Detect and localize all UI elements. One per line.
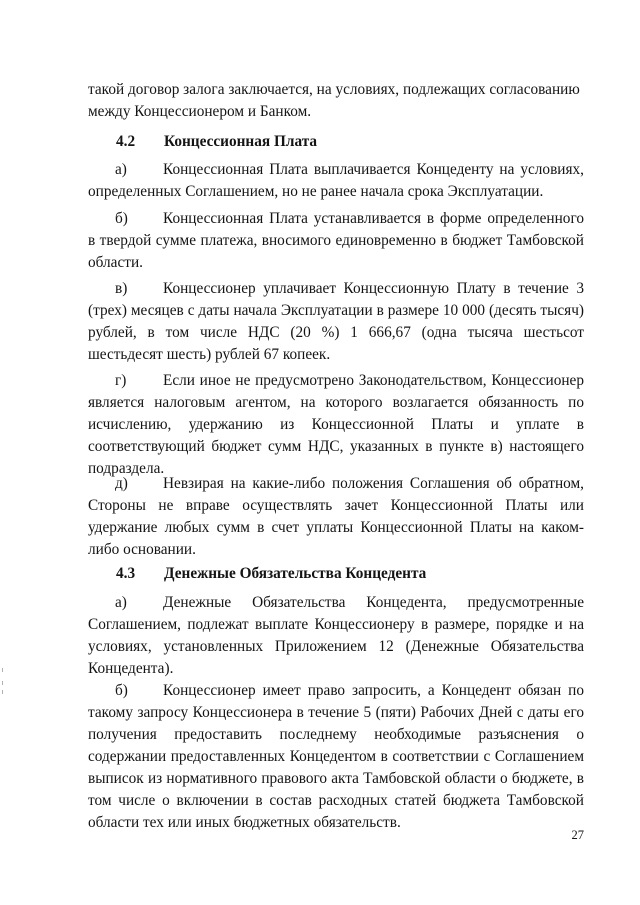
section-number: 4.3 — [116, 565, 136, 582]
scan-edge-mark — [2, 668, 3, 672]
clause-marker: д) — [115, 475, 128, 492]
clause-marker: а) — [115, 161, 127, 178]
clause-text: Концессионная Плата выплачивается Концеденту на условиях, определенных Соглашением, но не ранее начала срока Эксплуатации. — [88, 161, 584, 200]
section-4-3-heading — [116, 563, 612, 585]
clause-text: Концессионер уплачивает Концессионную Плату в течение 3 (трех) месяцев с даты начала Эксплуатации в размере 10 000 (десять тысяч) рублей, в том числе НДС (20 %) 1 666,67 (одна тысяча шестьсот шестьдесят шесть) рублей 67 копеек. — [88, 280, 584, 363]
clause-4-2-a — [88, 159, 584, 203]
clause-4-2-v — [88, 278, 584, 366]
clause-text: Невзирая на какие-либо положения Соглашения об обратном, Стороны не вправе осуществлять зачет Концессионной Платы или удержание любых сумм в счет уплаты Концессионной Платы на каком-либо основании. — [88, 475, 584, 558]
section-number: 4.2 — [116, 133, 136, 150]
clause-4-2-b — [88, 208, 584, 274]
continuation-paragraph: такой договор залога заключается, на условиях, подлежащих согласованию между Концессионером и Банком. — [88, 81, 580, 120]
clause-4-2-g — [88, 370, 584, 480]
clause-4-3-a — [88, 592, 584, 680]
scan-edge-mark — [2, 681, 3, 685]
clause-marker: а) — [115, 594, 127, 611]
page-number: 27 — [571, 828, 584, 842]
clause-4-3-b — [88, 680, 584, 834]
section-4-2-heading — [116, 131, 612, 153]
scan-edge-mark — [2, 690, 3, 694]
clause-text: Концессионер имеет право запросить, а Концедент обязан по такому запросу Концессионера в течение 5 (пяти) Рабочих Дней с даты его получения предоставить последнему необходимые разъяснения о содержании предоставленных Концедентом в соответствии с Соглашением выписок из нормативного правового акта Тамбовской области о бюджете, в том числе о включении в состав расходных статей бюджета Тамбовской области тех или иных бюджетных обязательств. — [88, 682, 584, 831]
section-title: Концессионная Плата — [164, 133, 318, 150]
clause-text: Концессионная Плата устанавливается в форме определенного в твердой сумме платежа, вносимого единовременно в бюджет Тамбовской области. — [88, 210, 584, 271]
clause-marker: б) — [115, 682, 128, 699]
clause-marker: г) — [115, 372, 127, 389]
section-title: Денежные Обязательства Концедента — [164, 565, 427, 582]
clause-marker: в) — [115, 280, 128, 297]
clause-text: Если иное не предусмотрено Законодательством, Концессионер является налоговым агентом, на которого возлагается обязанность по исчислению, удержанию из Концессионной Платы и уплате в соответствующий бюджет сумм НДС, указанных в пункте в) настоящего подраздела. — [88, 372, 584, 477]
clause-marker: б) — [115, 210, 128, 227]
clause-4-2-d — [88, 473, 584, 561]
clause-text: Денежные Обязательства Концедента, предусмотренные Соглашением, подлежат выплате Концессионеру в размере, порядке и на условиях, установленных Приложением 12 (Денежные Обязательства Концедента). — [88, 594, 584, 677]
